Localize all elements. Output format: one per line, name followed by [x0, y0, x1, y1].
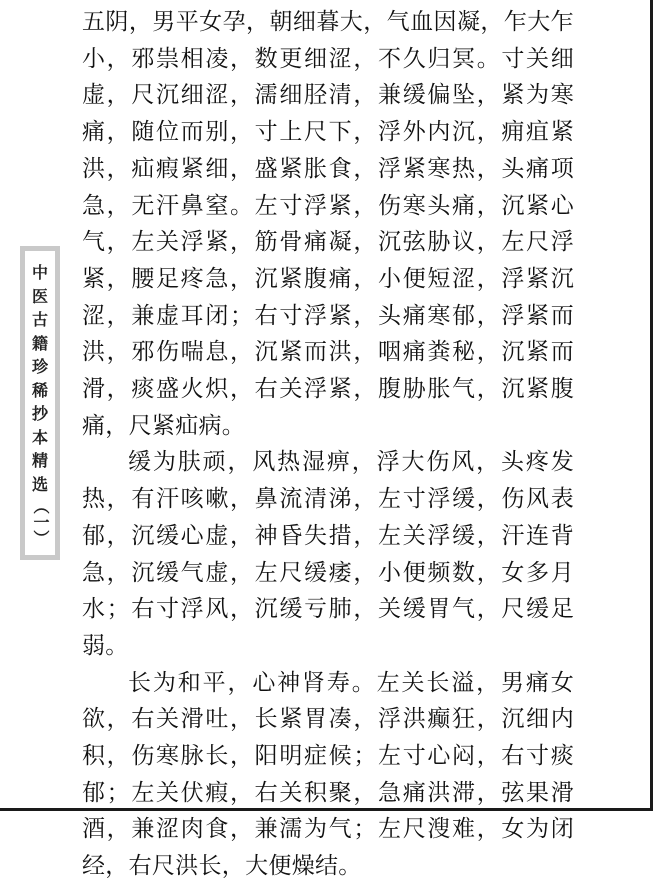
- series-title-char: 珍: [31, 357, 48, 376]
- paragraph-tight-pulse: 五阴，男平女孕，朝细暮大，气血因凝，乍大乍小，邪祟相凌，数更细涩，不久归冥。寸关细虚，尺沉细涩，濡细胫清，兼缓偏坠，紧为寒痛，随位而别，寸上尺下，浮外内沉，痈疽紧洪，疝瘕紧细，盛紧胀食，浮紧寒热，头痛项急，无汗鼻窒。左寸浮紧，伤寒头痛，沉紧心气，左关浮紧，筋骨痛凝，沉弦胁议，左尺浮紧，腰足疼急，沉紧腹痛，小便短涩，浮紧沉涩，兼虚耳闭；右寸浮紧，头痛寒郁，浮紧而洪，邪伤喘息，沉紧而洪，咽痛粪秘，沉紧而滑，痰盛火炽，右关浮紧，腹胁胀气，沉紧腹痛，尺紧疝病。: [82, 9, 574, 439]
- series-title-char: 稀: [31, 380, 48, 400]
- series-title-char: 古: [31, 310, 48, 329]
- series-title-char: 选: [31, 474, 48, 494]
- paragraph-slow-pulse: 缓为肤顽，风热湿痹，浮大伤风，头疼发热，有汗咳嗽，鼻流清涕，左寸浮缓，伤风表郁，沉缓心虚，神昏失措，左关浮缓，汗连背急，沉缓气虚，左尺缓痿，小便频数，女多月水；右寸浮风，沉缓亏肺，关缓胃气，尺缓足弱。: [82, 449, 574, 659]
- page-frame-right-border: [650, 0, 653, 811]
- series-title-char: 抄: [31, 404, 48, 423]
- series-title-char: 籍: [31, 333, 48, 353]
- series-title-char: 精: [31, 451, 48, 470]
- series-title-char: 医: [31, 286, 48, 306]
- series-title-char: 本: [31, 427, 48, 447]
- main-text: [82, 4, 574, 885]
- series-title-char: 中: [31, 263, 48, 282]
- series-title-label: [20, 246, 60, 560]
- series-volume-number: （一）: [31, 498, 50, 546]
- paragraph-long-pulse: 长为和平，心神肾寿。左关长溢，男痛女欲，右关滑吐，长紧胃凑，浮洪癫狂，沉细内积，伤寒脉长，阳明症候；左寸心闷，右寸痰郁；左关伏瘕，右关积聚，急痛洪滞，弦果滑酒，兼涩肉食，兼濡为气；左尺溲难，女为闭经，右尺洪长，大便燥结。: [82, 669, 574, 880]
